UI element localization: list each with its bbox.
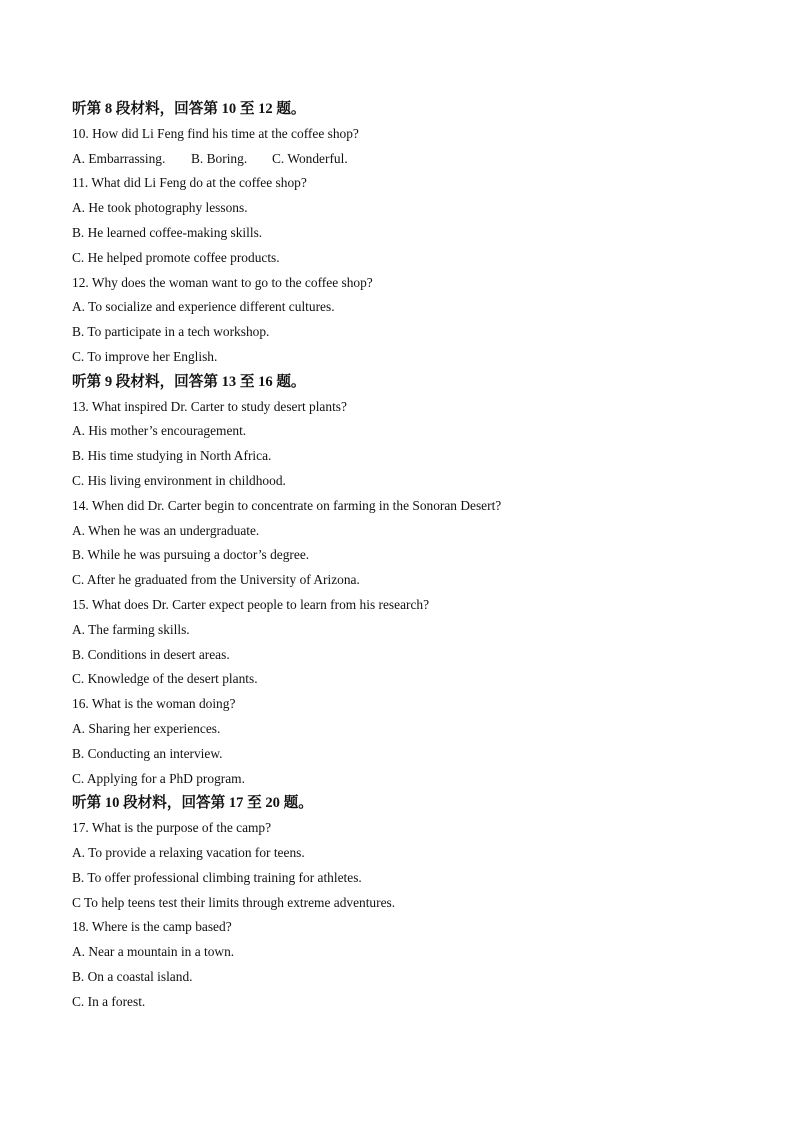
option-a: A. Sharing her experiences. <box>72 720 221 736</box>
option-a: A. To provide a relaxing vacation for teens. <box>72 844 305 860</box>
option-c: C. To improve her English. <box>72 348 218 364</box>
option-b: B. While he was pursuing a doctor’s degree. <box>72 547 310 563</box>
question-stem: 18. Where is the camp based? <box>72 919 232 935</box>
option-row <box>72 147 732 172</box>
question-stem: 17. What is the purpose of the camp? <box>72 820 272 836</box>
option-c: C. He helped promote coffee products. <box>72 249 280 265</box>
option-a: A. He took photography lessons. <box>72 200 248 216</box>
option-a: A. To socialize and experience different cultures. <box>72 299 335 315</box>
option-c: C. Applying for a PhD program. <box>72 770 245 786</box>
page-content <box>72 97 732 1014</box>
question-stem: 16. What is the woman doing? <box>72 696 236 712</box>
option-a: A. The farming skills. <box>72 621 190 637</box>
section-heading: 听第 10 段材料，回答第 17 至 20 题。 <box>72 795 313 812</box>
question-stem: 11. What did Li Feng do at the coffee shop? <box>72 175 307 191</box>
question-stem: 10. How did Li Feng find his time at the coffee shop? <box>72 125 359 141</box>
option-b: B. On a coastal island. <box>72 968 193 984</box>
option-a: A. When he was an undergraduate. <box>72 522 260 538</box>
option-c: C. In a forest. <box>72 993 146 1009</box>
option-c: C. His living environment in childhood. <box>72 472 286 488</box>
option-b: B. To participate in a tech workshop. <box>72 324 270 340</box>
option-a: A. Embarrassing. <box>72 150 166 166</box>
option-b: B. He learned coffee-making skills. <box>72 224 263 240</box>
question-stem: 12. Why does the woman want to go to the coffee shop? <box>72 274 373 290</box>
option-b: B. To offer professional climbing training for athletes. <box>72 869 362 885</box>
option-c: C. Wonderful. <box>272 150 348 166</box>
section-heading: 听第 8 段材料，回答第 10 至 12 题。 <box>72 101 306 117</box>
option-a: A. His mother’s encouragement. <box>72 423 247 439</box>
option-b: B. Conditions in desert areas. <box>72 646 230 662</box>
question-stem: 13. What inspired Dr. Carter to study desert plants? <box>72 398 347 414</box>
section-heading: 听第 9 段材料，回答第 13 至 16 题。 <box>72 373 306 390</box>
option-c: C. Knowledge of the desert plants. <box>72 671 258 687</box>
question-stem: 14. When did Dr. Carter begin to concentrate on farming in the Sonoran Desert? <box>72 497 502 513</box>
option-c: C. After he graduated from the University of Arizona. <box>72 572 360 588</box>
option-b: B. His time studying in North Africa. <box>72 448 272 464</box>
option-a: A. Near a mountain in a town. <box>72 944 235 960</box>
option-c: C To help teens test their limits through extreme adventures. <box>72 894 396 910</box>
option-b: B. Conducting an interview. <box>72 745 223 761</box>
option-b: B. Boring. <box>191 150 248 166</box>
question-stem: 15. What does Dr. Carter expect people to learn from his research? <box>72 596 430 612</box>
